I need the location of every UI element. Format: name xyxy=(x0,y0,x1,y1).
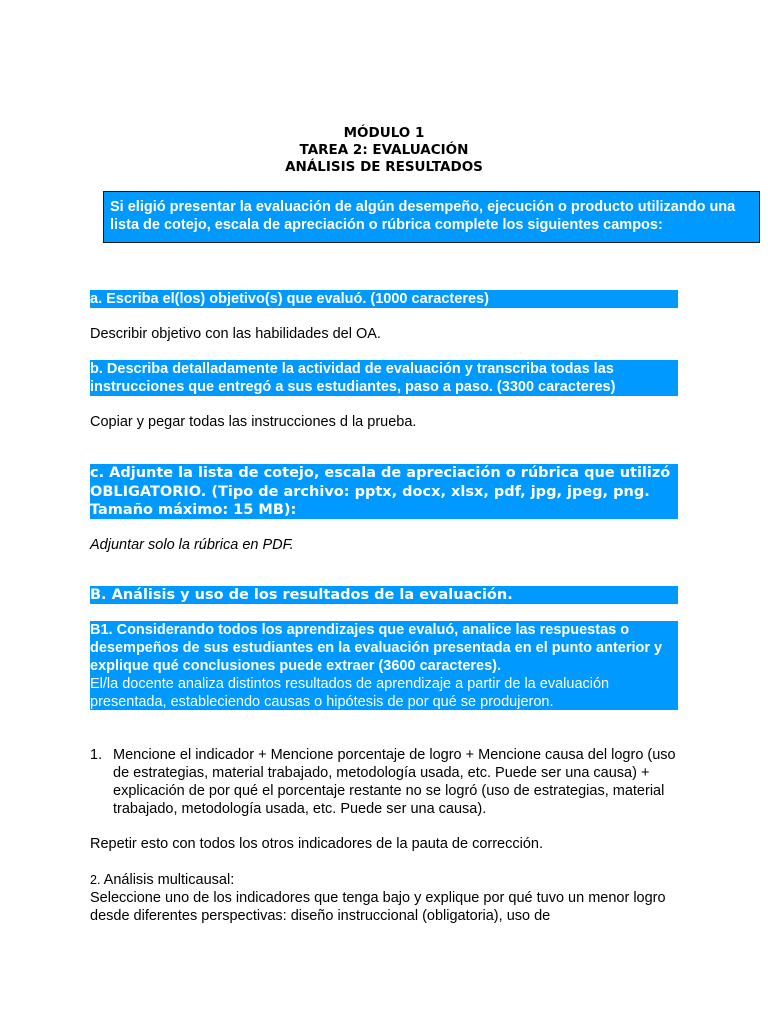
section-b-body: Copiar y pegar todas las instrucciones d la prueba. xyxy=(90,414,417,430)
task-title: TAREA 2: EVALUACIÓN xyxy=(299,142,469,158)
section-b-heading: b. Describa detalladamente la actividad de evaluación y transcriba todas las instrucciones que entregó a sus estudiantes, paso a paso. (3300 caracteres) xyxy=(90,360,678,396)
section-c-body: Adjuntar solo la rúbrica en PDF. xyxy=(90,537,294,553)
section-B-heading: B. Análisis y uso de los resultados de la evaluación. xyxy=(90,586,678,604)
intro-text: Si eligió presentar la evaluación de algún desempeño, ejecución o producto utilizando una lista de cotejo, escala de apreciación o rúbrica complete los siguientes campos: xyxy=(110,199,736,233)
section-B1-box xyxy=(90,621,678,710)
document-header xyxy=(0,125,768,176)
module-title: MÓDULO 1 xyxy=(343,125,425,141)
list-item xyxy=(90,871,690,925)
list-item-number: 2. xyxy=(90,873,101,887)
list-item-text: Mencione el indicador + Mencione porcentaje de logro + Mencione causa del logro (uso de estrategias, material trabajado, metodología usada, etc. Puede ser una causa) + explicación de por qué el porcentaje restante no se logró (uso de estrategias, material trabajado, metodología usada, etc. Puede ser una causa). xyxy=(113,747,676,817)
section-a-heading: a. Escriba el(los) objetivo(s) que evaluó. (1000 caracteres) xyxy=(90,290,678,308)
section-a-body: Describir objetivo con las habilidades del OA. xyxy=(90,326,381,342)
section-c-heading: c. Adjunte la lista de cotejo, escala de apreciación o rúbrica que utilizó OBLIGATORIO. (Tipo de archivo: pptx, docx, xlsx, pdf, jpg, jpeg, png. Tamaño máximo: 15 MB): xyxy=(90,464,678,519)
intro-instructions-box xyxy=(103,191,760,243)
section-B1-heading: B1. Considerando todos los aprendizajes que evaluó, analice las respuestas o desempeños de sus estudiantes en la evaluación presentada en el punto anterior y explique qué conclusiones puede extraer (3600 caracteres). xyxy=(90,622,663,674)
list-item xyxy=(90,746,690,818)
list-item-number: 1. xyxy=(90,747,103,763)
list-item-text: Seleccione uno de los indicadores que tenga bajo y explique por qué tuvo un menor logro desde diferentes perspectivas: diseño instruccional (obligatoria), uso de xyxy=(90,890,666,924)
analysis-title: ANÁLISIS DE RESULTADOS xyxy=(285,159,483,175)
section-B1-subtext: El/la docente analiza distintos resultados de aprendizaje a partir de la evaluación presentada, estableciendo causas o hipótesis de por qué se produjeron. xyxy=(90,676,610,710)
repeat-note: Repetir esto con todos los otros indicadores de la pauta de corrección. xyxy=(90,836,543,852)
list-item-title: Análisis multicausal: xyxy=(103,872,235,888)
